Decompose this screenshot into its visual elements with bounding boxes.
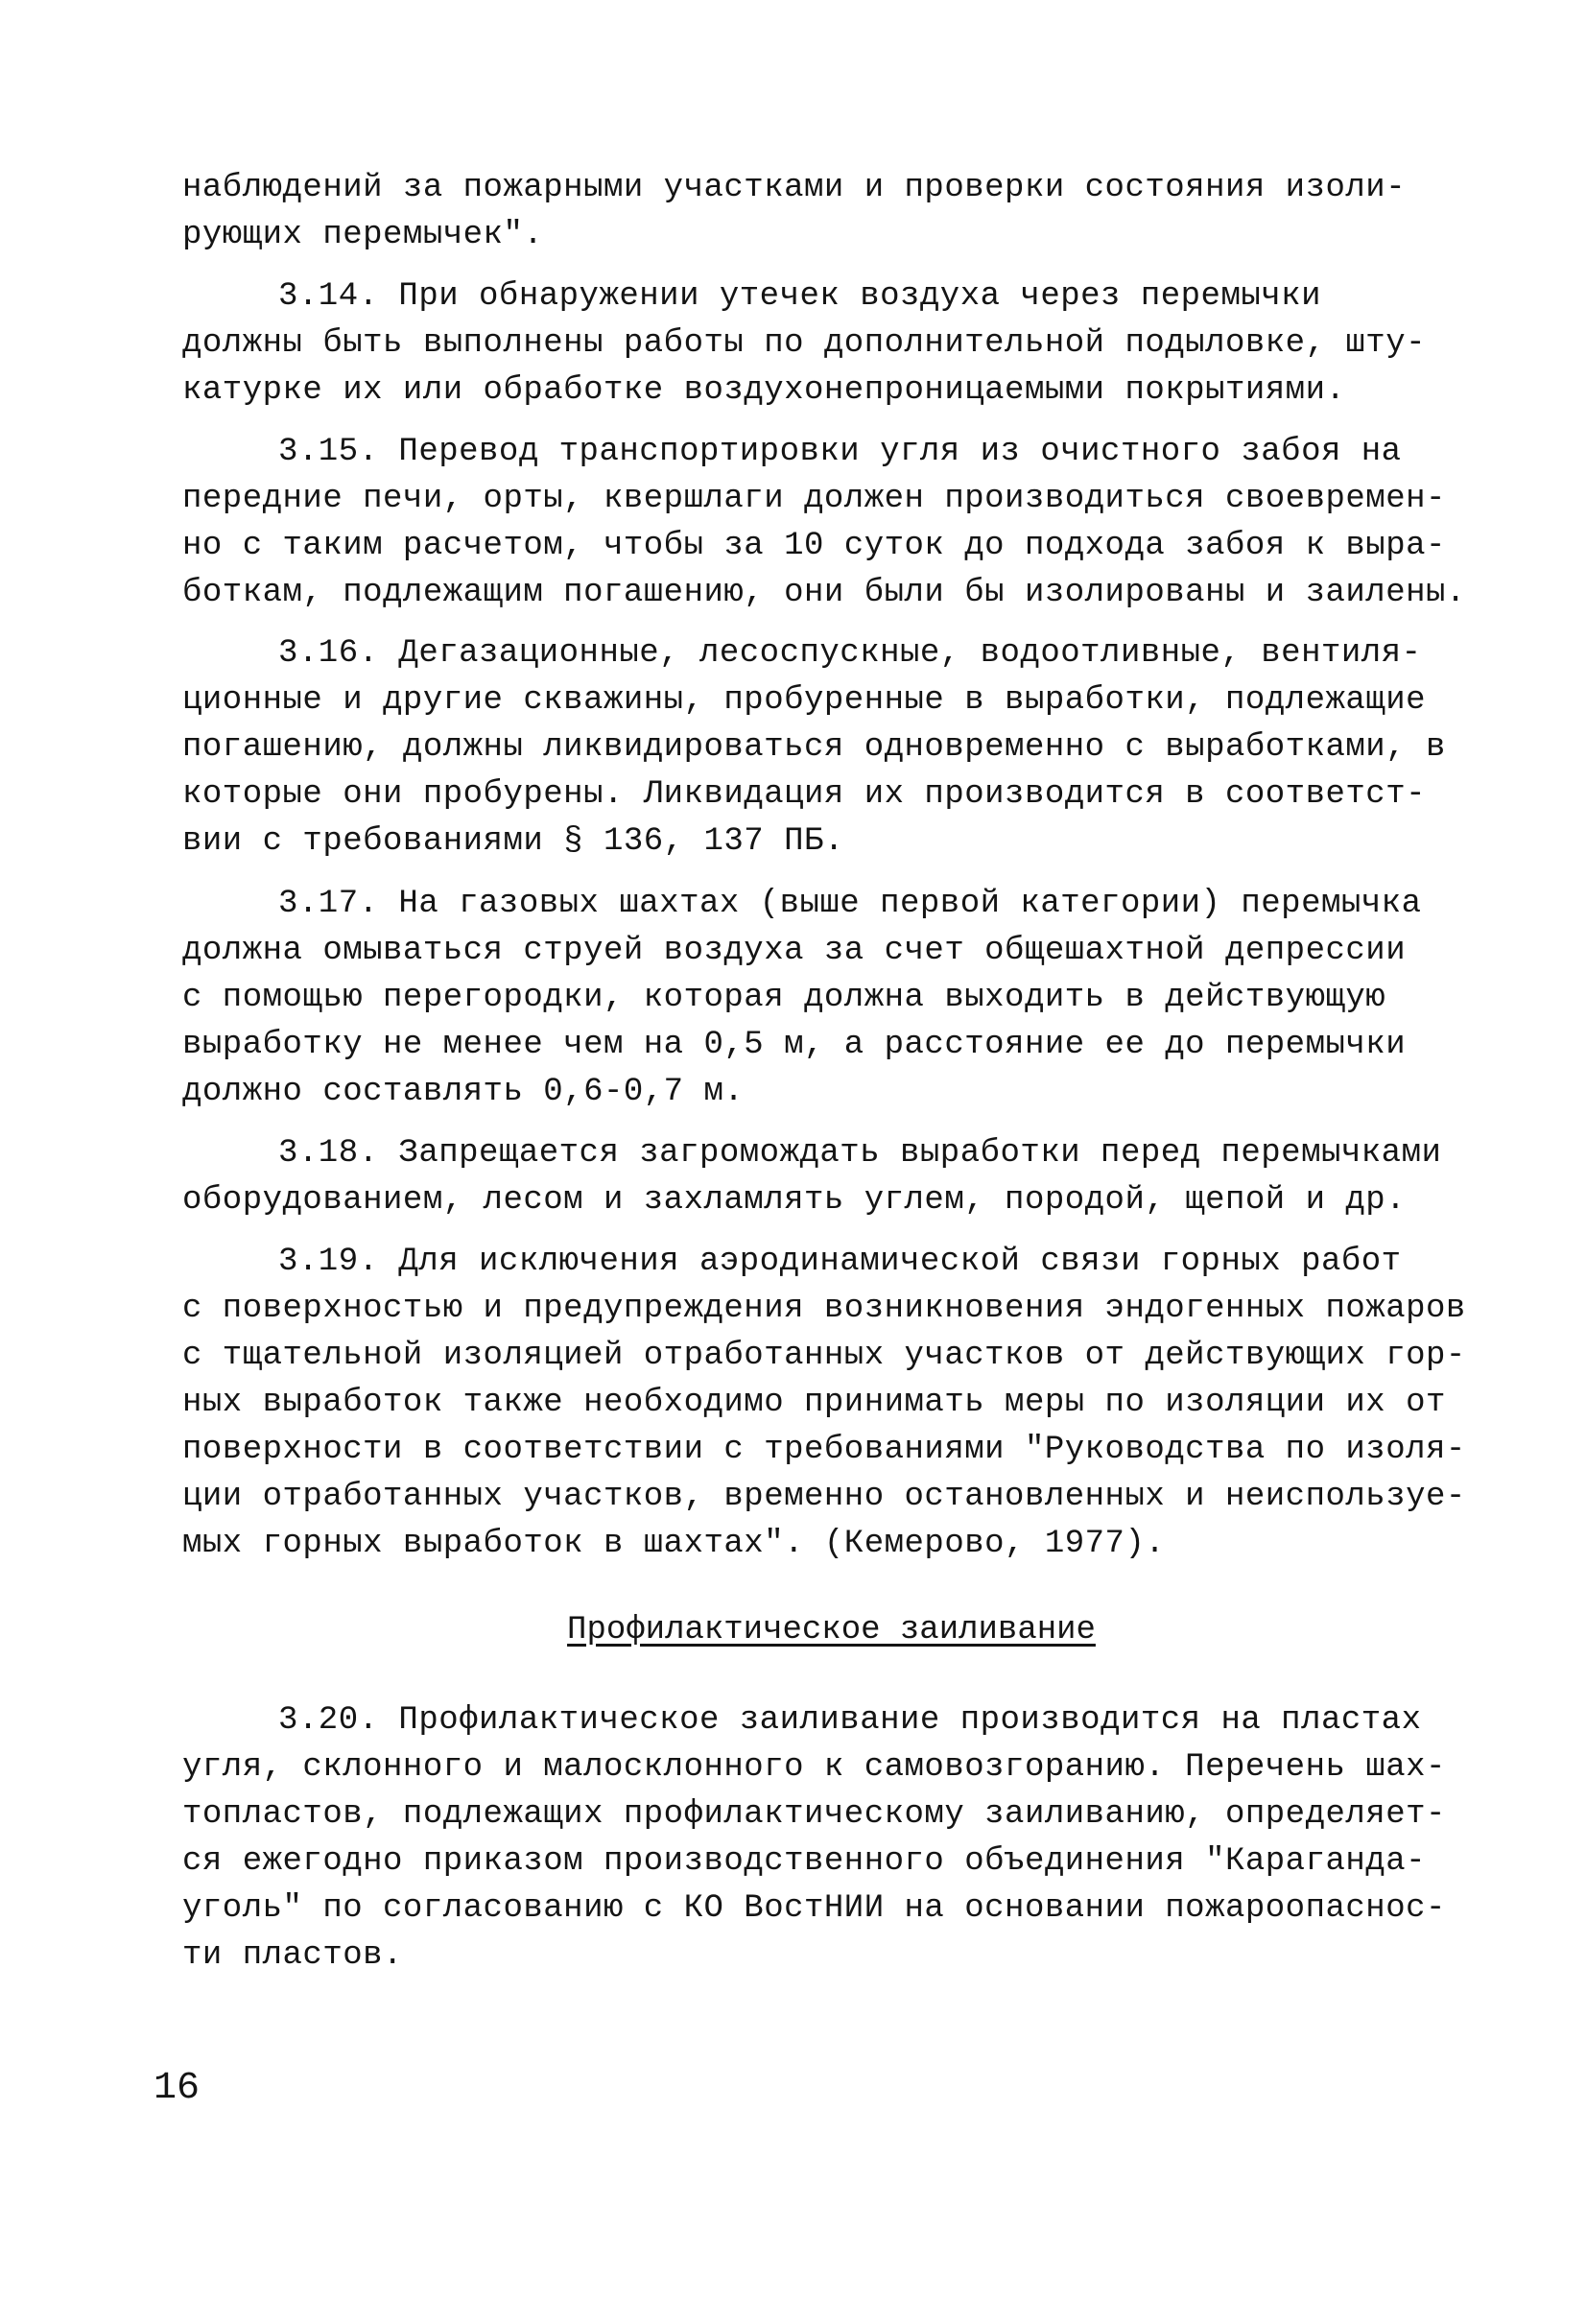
text-line: 3.17. На газовых шахтах (выше первой категории) перемычка [278, 886, 1422, 922]
text-line: наблюдений за пожарными участками и проверки состояния изоли- [182, 170, 1407, 206]
text-line: выработку не менее чем на 0,5 м, а расстояние ее до перемычки [182, 1027, 1407, 1063]
text-line: с помощью перегородки, которая должна выходить в действующую [182, 980, 1386, 1016]
text-line: должна омываться струей воздуха за счет общешахтной депрессии [182, 933, 1407, 969]
text-line: с поверхностью и предупреждения возникновения эндогенных пожаров [182, 1291, 1466, 1327]
text-line: катурке их или обработке воздухонепроницаемыми покрытиями. [182, 372, 1346, 409]
text-line: угля, склонного и малосклонного к самовозгоранию. Перечень шах- [182, 1749, 1446, 1786]
text-line: должны быть выполнены работы по дополнительной подыловке, шту- [182, 325, 1427, 362]
paragraph-continuation [182, 165, 1410, 259]
paragraph-3-19 [182, 1239, 1466, 1568]
text-line: ционные и другие скважины, пробуренные в выработки, подлежащие [182, 682, 1427, 719]
text-line: передние печи, орты, квершлаги должен производиться своевремен- [182, 481, 1446, 517]
text-line: погашению, должны ликвидироваться одновременно с выработками, в [182, 729, 1446, 766]
text-line: ных выработок также необходимо принимать меры по изоляции их от [182, 1385, 1446, 1421]
text-line: 3.15. Перевод транспортировки угля из очистного забоя на [278, 434, 1402, 470]
text-line: топластов, подлежащих профилактическому заиливанию, определяет- [182, 1796, 1446, 1833]
paragraph-3-18 [182, 1130, 1442, 1224]
text-line: но с таким расчетом, чтобы за 10 суток до подхода забоя к выра- [182, 528, 1446, 564]
text-line: ти пластов. [182, 1937, 403, 1974]
text-line: 3.18. Запрещается загромождать выработки перед перемычками [278, 1135, 1442, 1172]
text-line: боткам, подлежащим погашению, они были бы изолированы и заилены. [182, 575, 1466, 611]
text-line: рующих перемычек". [182, 217, 544, 253]
text-line: с тщательной изоляцией отработанных участков от действующих гор- [182, 1338, 1466, 1374]
text-line: уголь" по согласованию с КО ВостНИИ на основании пожароопаснос- [182, 1890, 1446, 1927]
text-line: 3.16. Дегазационные, лесоспускные, водоотливные, вентиля- [278, 635, 1422, 672]
section-heading [0, 1607, 1586, 1654]
page-number: 16 [154, 2067, 201, 2110]
text-line: 3.20. Профилактическое заиливание производится на пластах [278, 1702, 1422, 1739]
text-line: поверхности в соответствии с требованиями "Руководства по изоля- [182, 1432, 1466, 1468]
text-line: мых горных выработок в шахтах". (Кемерово, 1977). [182, 1526, 1166, 1562]
text-line: должно составлять 0,6-0,7 м. [182, 1074, 745, 1110]
text-line: ся ежегодно приказом производственного объединения "Караганда- [182, 1843, 1427, 1880]
text-line: 3.19. Для исключения аэродинамической связи горных работ [278, 1244, 1402, 1280]
text-line: 3.14. При обнаружении утечек воздуха через перемычки [278, 278, 1321, 315]
section-heading-text: Профилактическое заиливание [567, 1612, 1096, 1648]
text-line: ции отработанных участков, временно остановленных и неиспользуе- [182, 1479, 1466, 1515]
text-line: вии с требованиями § 136, 137 ПБ. [182, 823, 844, 860]
paragraph-3-17 [182, 881, 1422, 1116]
paragraph-3-16 [182, 630, 1446, 866]
text-line: оборудованием, лесом и захламлять углем, породой, щепой и др. [182, 1182, 1407, 1219]
paragraph-3-15 [182, 429, 1466, 617]
paragraph-3-20 [182, 1697, 1446, 1980]
paragraph-3-14 [182, 273, 1427, 415]
text-line: которые они пробурены. Ликвидация их производится в соответст- [182, 776, 1427, 813]
